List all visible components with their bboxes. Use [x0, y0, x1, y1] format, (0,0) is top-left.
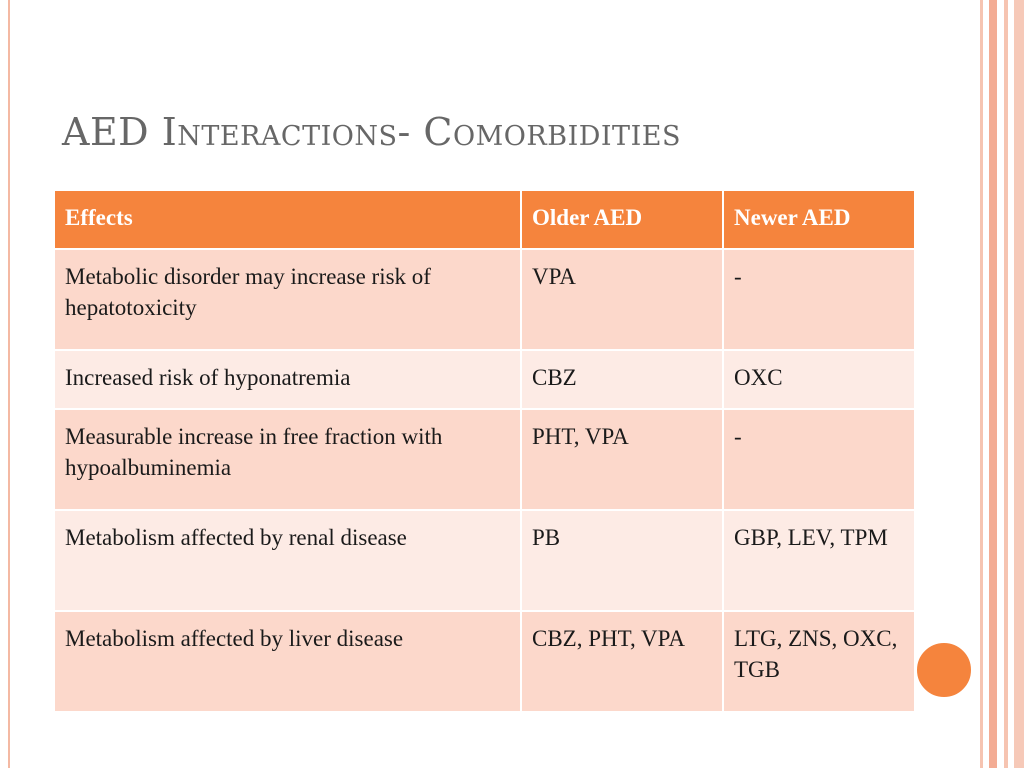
table-row: [54, 510, 915, 611]
effect-cell: Metabolism affected by renal disease: [54, 510, 521, 611]
right-accent-stripe: [980, 0, 983, 768]
right-accent-stripe: [1014, 0, 1024, 768]
newer-aed-cell: OXC: [723, 350, 915, 409]
table-row: [54, 350, 915, 409]
right-accent-stripe: [1004, 0, 1008, 768]
effect-cell: Metabolism affected by liver disease: [54, 611, 521, 712]
effect-cell: Measurable increase in free fraction with hypoalbuminemia: [54, 409, 521, 510]
table-row: [54, 409, 915, 510]
newer-aed-cell: -: [723, 409, 915, 510]
older-aed-cell: CBZ, PHT, VPA: [521, 611, 723, 712]
newer-aed-cell: LTG, ZNS, OXC, TGB: [723, 611, 915, 712]
right-accent-stripe: [989, 0, 997, 768]
slide-title: AED Interactions- Comorbidities: [62, 110, 681, 154]
newer-aed-cell: GBP, LEV, TPM: [723, 510, 915, 611]
table-header-row: [54, 190, 915, 249]
effect-cell: Increased risk of hyponatremia: [54, 350, 521, 409]
newer-aed-cell: -: [723, 249, 915, 350]
older-aed-cell: VPA: [521, 249, 723, 350]
header-newer-aed: Newer AED: [723, 190, 915, 249]
comorbidity-table: [53, 189, 916, 713]
orange-circle-icon: [914, 640, 974, 700]
left-accent-stripe: [8, 0, 10, 768]
table-row: [54, 611, 915, 712]
older-aed-cell: CBZ: [521, 350, 723, 409]
effect-cell: Metabolic disorder may increase risk of hepatotoxicity: [54, 249, 521, 350]
older-aed-cell: PHT, VPA: [521, 409, 723, 510]
header-older-aed: Older AED: [521, 190, 723, 249]
older-aed-cell: PB: [521, 510, 723, 611]
table-row: [54, 249, 915, 350]
header-effects: Effects: [54, 190, 521, 249]
